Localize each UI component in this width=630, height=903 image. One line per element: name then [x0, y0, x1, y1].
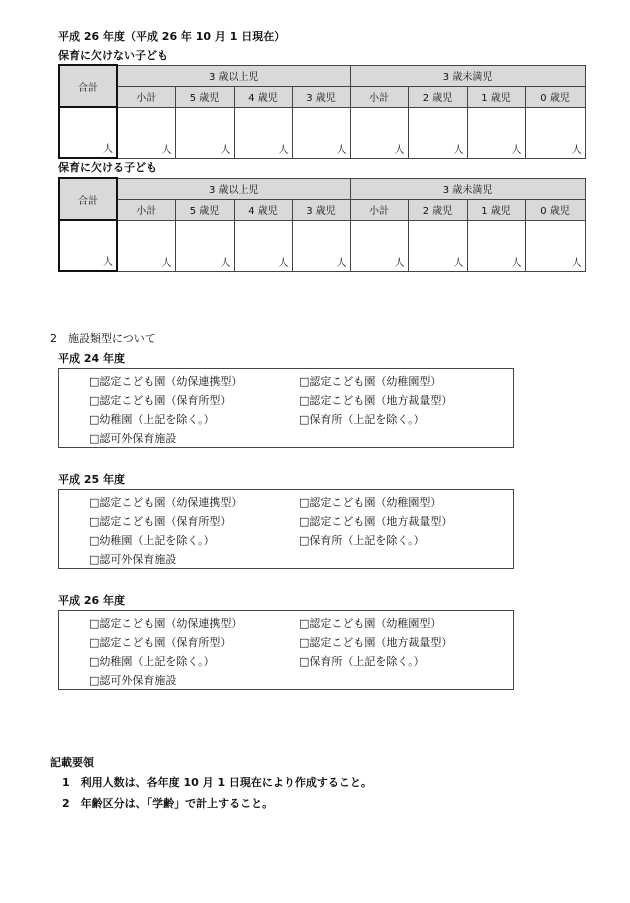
option-yochien[interactable]: □幼稚園（上記を除く。）: [89, 655, 215, 668]
year-label-h24: 平成 24 年度: [58, 352, 125, 365]
table-children-lacking-care: [58, 177, 586, 272]
option-hoikusho[interactable]: □保育所（上記を除く。）: [299, 413, 425, 426]
option-ninkagai[interactable]: □認可外保育施設: [89, 674, 177, 687]
year-label-h25: 平成 25 年度: [58, 473, 125, 486]
group-header-over3: 3 歳以上児: [117, 178, 350, 199]
value-cell[interactable]: 人: [175, 107, 234, 158]
total-header: 合計: [59, 65, 117, 107]
option-kodomoen-yoho[interactable]: □認定こども園（幼保連携型）: [89, 496, 243, 509]
facility-type-box-h26: [58, 610, 514, 690]
value-cell[interactable]: 人: [525, 107, 585, 158]
value-cell[interactable]: 人: [525, 220, 585, 271]
option-hoikusho[interactable]: □保育所（上記を除く。）: [299, 534, 425, 547]
option-kodomoen-chiho[interactable]: □認定こども園（地方裁量型）: [299, 636, 453, 649]
option-kodomoen-yoho[interactable]: □認定こども園（幼保連携型）: [89, 375, 243, 388]
table1-title: 保育に欠けない子ども: [58, 49, 168, 62]
col-header: 4 歳児: [234, 86, 292, 107]
table-children-not-lacking-care: [58, 64, 586, 159]
col-header: 2 歳児: [408, 86, 467, 107]
value-cell[interactable]: 人: [350, 107, 408, 158]
value-cell[interactable]: 人: [117, 107, 175, 158]
total-value-cell[interactable]: 人: [59, 107, 117, 158]
year-label-h26: 平成 26 年度: [58, 594, 125, 607]
group-header-under3: 3 歳未満児: [350, 178, 585, 199]
notes-title: 記載要領: [50, 756, 94, 769]
value-cell[interactable]: 人: [234, 220, 292, 271]
main-heading: 平成 26 年度（平成 26 年 10 月 1 日現在）: [58, 30, 286, 43]
group-header-under3: 3 歳未満児: [350, 65, 585, 86]
facility-type-box-h25: [58, 489, 514, 569]
value-cell[interactable]: 人: [467, 220, 525, 271]
group-header-over3: 3 歳以上児: [117, 65, 350, 86]
total-value-cell[interactable]: 人: [59, 220, 117, 271]
option-kodomoen-yochien[interactable]: □認定こども園（幼稚園型）: [299, 496, 442, 509]
total-header: 合計: [59, 178, 117, 220]
value-cell[interactable]: 人: [408, 107, 467, 158]
col-header: 小計: [117, 199, 175, 220]
option-yochien[interactable]: □幼稚園（上記を除く。）: [89, 413, 215, 426]
option-kodomoen-hoikusho[interactable]: □認定こども園（保育所型）: [89, 515, 232, 528]
value-cell[interactable]: 人: [292, 107, 350, 158]
option-kodomoen-chiho[interactable]: □認定こども園（地方裁量型）: [299, 394, 453, 407]
note-item-2: 2 年齢区分は、「学齢」で計上すること。: [62, 797, 274, 810]
option-kodomoen-yoho[interactable]: □認定こども園（幼保連携型）: [89, 617, 243, 630]
option-kodomoen-hoikusho[interactable]: □認定こども園（保育所型）: [89, 636, 232, 649]
facility-type-box-h24: [58, 368, 514, 448]
option-kodomoen-yochien[interactable]: □認定こども園（幼稚園型）: [299, 375, 442, 388]
col-header: 1 歳児: [467, 86, 525, 107]
col-header: 5 歳児: [175, 86, 234, 107]
value-cell[interactable]: 人: [350, 220, 408, 271]
option-hoikusho[interactable]: □保育所（上記を除く。）: [299, 655, 425, 668]
option-kodomoen-hoikusho[interactable]: □認定こども園（保育所型）: [89, 394, 232, 407]
option-ninkagai[interactable]: □認可外保育施設: [89, 553, 177, 566]
section2-title: 2 施設類型について: [50, 332, 156, 345]
value-cell[interactable]: 人: [408, 220, 467, 271]
value-cell[interactable]: 人: [117, 220, 175, 271]
value-cell[interactable]: 人: [292, 220, 350, 271]
option-yochien[interactable]: □幼稚園（上記を除く。）: [89, 534, 215, 547]
option-kodomoen-yochien[interactable]: □認定こども園（幼稚園型）: [299, 617, 442, 630]
col-header: 5 歳児: [175, 199, 234, 220]
value-cell[interactable]: 人: [234, 107, 292, 158]
col-header: 2 歳児: [408, 199, 467, 220]
value-cell[interactable]: 人: [175, 220, 234, 271]
note-item-1: 1 利用人数は、各年度 10 月 1 日現在により作成すること。: [62, 776, 372, 789]
table2-title: 保育に欠ける子ども: [58, 161, 157, 174]
col-header: 3 歳児: [292, 199, 350, 220]
col-header: 1 歳児: [467, 199, 525, 220]
col-header: 小計: [350, 199, 408, 220]
col-header: 小計: [117, 86, 175, 107]
col-header: 0 歳児: [525, 86, 585, 107]
col-header: 小計: [350, 86, 408, 107]
col-header: 4 歳児: [234, 199, 292, 220]
col-header: 3 歳児: [292, 86, 350, 107]
option-kodomoen-chiho[interactable]: □認定こども園（地方裁量型）: [299, 515, 453, 528]
option-ninkagai[interactable]: □認可外保育施設: [89, 432, 177, 445]
col-header: 0 歳児: [525, 199, 585, 220]
value-cell[interactable]: 人: [467, 107, 525, 158]
